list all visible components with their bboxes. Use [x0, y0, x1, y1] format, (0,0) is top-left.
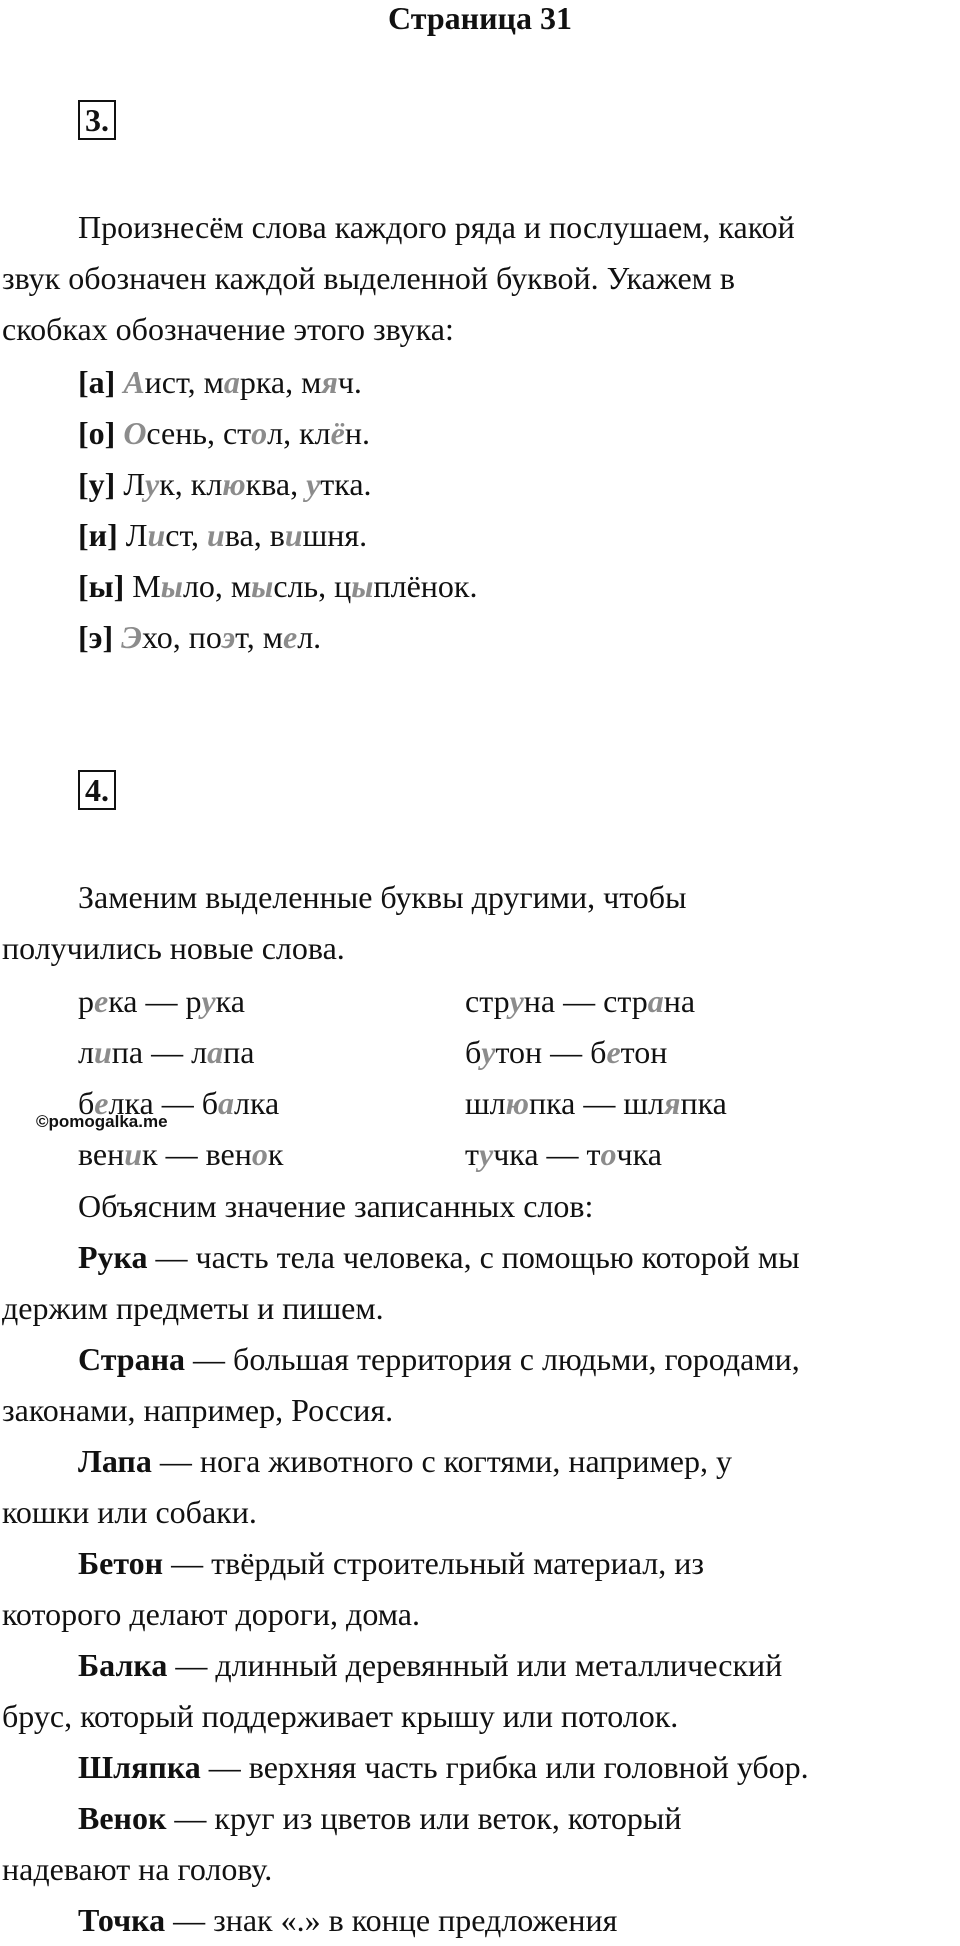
sound-row: [у] Лук, клюква, утка.	[78, 466, 372, 502]
sound-row: [ы] Мыло, мысль, цыплёнок.	[78, 568, 478, 604]
definition-line: законами, например, Россия.	[2, 1392, 394, 1428]
definition-line: надевают на голову.	[2, 1851, 273, 1887]
page-title: Страница 31	[388, 0, 572, 36]
exercise-3-number: 3.	[78, 100, 116, 140]
definition-line: которого делают дороги, дома.	[2, 1596, 420, 1632]
definition-line: кошки или собаки.	[2, 1494, 257, 1530]
definition-line: Бетон — твёрдый строительный материал, из	[78, 1545, 705, 1581]
word-pair: тучка — точка	[465, 1136, 662, 1172]
exercise-4-number: 4.	[78, 770, 116, 810]
sound-row: [о] Осень, стол, клён.	[78, 415, 370, 451]
definition-line: держим предметы и пишем.	[2, 1290, 384, 1326]
definition-line: Венок — круг из цветов или веток, который	[78, 1800, 682, 1836]
word-pair: шлюпка — шляпка	[465, 1085, 727, 1121]
word-pair: река — рука	[78, 983, 245, 1019]
word-pair: бутон — бетон	[465, 1034, 668, 1070]
sound-row: [и] Лист, ива, вишня.	[78, 517, 368, 553]
sound-row: [э] Эхо, поэт, мел.	[78, 619, 322, 655]
definition-line: Шляпка — верхняя часть грибка или головной убор.	[78, 1749, 809, 1785]
word-pair: белка — балка	[78, 1085, 280, 1121]
definition-line: Страна — большая территория с людьми, городами,	[78, 1341, 800, 1377]
ex3-intro-line-1: Произнесём слова каждого ряда и послушаем, какой	[78, 209, 795, 245]
word-pair: струна — страна	[465, 983, 696, 1019]
ex4-intro-line-1: Заменим выделенные буквы другими, чтобы	[78, 879, 687, 915]
definition-line: Лапа — нога животного с когтями, например, у	[78, 1443, 732, 1479]
watermark: ©pomogalka.me	[36, 1112, 168, 1131]
ex4-intro-line-2: получились новые слова.	[2, 930, 345, 966]
word-pair: веник — венок	[78, 1136, 284, 1172]
definition-line: Рука — часть тела человека, с помощью которой мы	[78, 1239, 800, 1275]
sound-row: [а] Аист, марка, мяч.	[78, 364, 362, 400]
definition-line: Балка — длинный деревянный или металлический	[78, 1647, 783, 1683]
definition-line: брус, который поддерживает крышу или потолок.	[2, 1698, 679, 1734]
ex3-intro-line-2: звук обозначен каждой выделенной буквой. Укажем в	[2, 260, 735, 296]
ex3-intro-line-3: скобках обозначение этого звука:	[2, 311, 454, 347]
definition-line: Точка — знак «.» в конце предложения	[78, 1902, 618, 1938]
explain-intro: Объясним значение записанных слов:	[78, 1188, 594, 1224]
word-pair: липа — лапа	[78, 1034, 255, 1070]
